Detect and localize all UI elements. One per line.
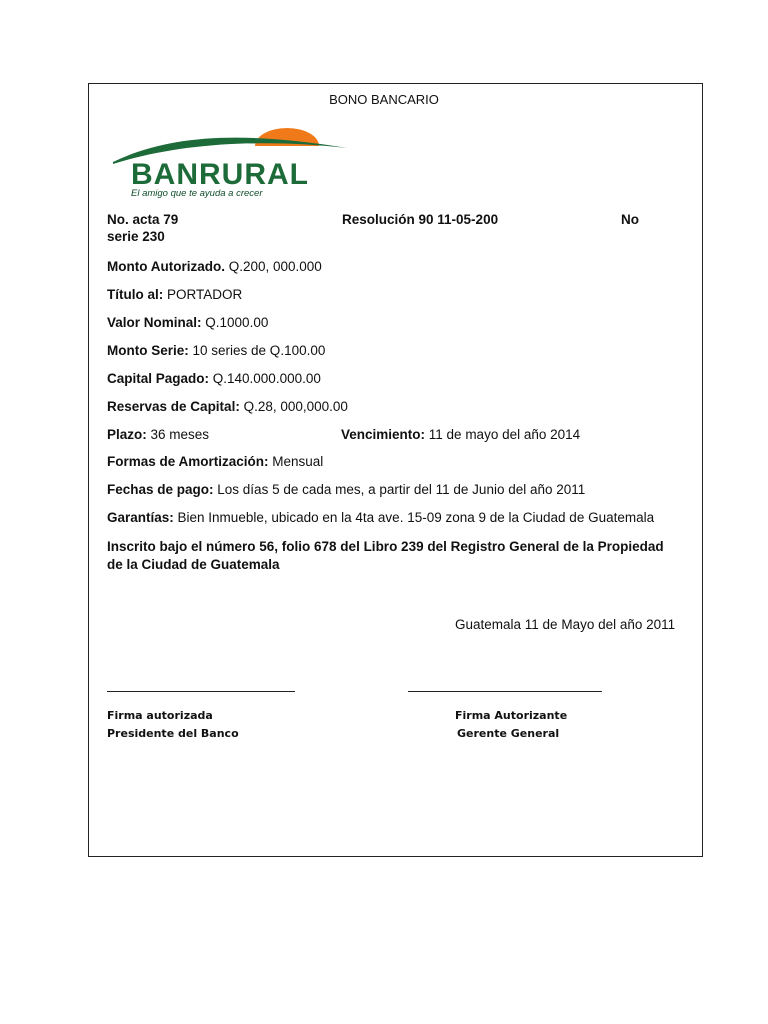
value-valor-nominal: Q.1000.00 — [201, 315, 269, 330]
value-capital-pagado: Q.140.000.000.00 — [209, 371, 321, 386]
banrural-logo-graphic — [107, 124, 351, 198]
label-fechas: Fechas de pago: — [107, 482, 214, 497]
row-plazo — [107, 427, 209, 442]
label-monto-autorizado: Monto Autorizado. — [107, 259, 225, 274]
inscrito-paragraph: Inscrito bajo el número 56, folio 678 del Libro 239 del Registro General de la Propiedad de la Ciudad de Guatemala — [107, 539, 664, 572]
value-titulo: PORTADOR — [163, 287, 243, 302]
no-label: No — [621, 212, 639, 227]
place-date: Guatemala 11 de Mayo del año 2011 — [455, 617, 676, 632]
row-vencimiento — [341, 427, 580, 442]
signature-left-role: Presidente del Banco — [107, 727, 239, 740]
value-garantias: Bien Inmueble, ubicado en la 4ta ave. 15-09 zona 9 de la Ciudad de Guatemala — [173, 510, 655, 525]
label-garantias: Garantías: — [107, 510, 174, 525]
label-reservas: Reservas de Capital: — [107, 399, 240, 414]
label-plazo: Plazo: — [107, 427, 147, 442]
signature-line-right — [408, 691, 602, 692]
bond-document — [88, 83, 703, 857]
label-vencimiento: Vencimiento: — [341, 427, 426, 442]
signature-right-role: Gerente General — [457, 727, 560, 740]
row-capital-pagado — [107, 371, 321, 386]
row-formas — [107, 454, 323, 469]
serie-number: serie 230 — [107, 229, 165, 244]
row-monto-autorizado — [107, 259, 322, 274]
value-monto-serie: 10 series de Q.100.00 — [188, 343, 326, 358]
brand-tagline: El amigo que te ayuda a crecer — [131, 188, 263, 198]
label-titulo: Título al: — [107, 287, 164, 302]
signature-left-title: Firma autorizada — [107, 709, 213, 722]
value-monto-autorizado: Q.200, 000.000 — [224, 259, 322, 274]
label-valor-nominal: Valor Nominal: — [107, 315, 202, 330]
row-fechas — [107, 482, 585, 497]
value-formas: Mensual — [268, 454, 324, 469]
signature-right-title: Firma Autorizante — [455, 709, 568, 722]
brand-wordmark: BANRURAL — [131, 158, 309, 191]
value-fechas: Los días 5 de cada mes, a partir del 11 de Junio del año 2011 — [213, 482, 586, 497]
label-capital-pagado: Capital Pagado: — [107, 371, 210, 386]
document-title: BONO BANCARIO — [329, 92, 439, 107]
row-reservas — [107, 399, 348, 414]
signature-line-left — [107, 691, 295, 692]
row-garantias — [107, 510, 654, 525]
label-formas: Formas de Amortización: — [107, 454, 269, 469]
row-valor-nominal — [107, 315, 268, 330]
acta-number: No. acta 79 — [107, 212, 179, 227]
row-titulo — [107, 287, 242, 302]
value-vencimiento: 11 de mayo del año 2014 — [425, 427, 581, 442]
value-reservas: Q.28, 000,000.00 — [239, 399, 348, 414]
label-monto-serie: Monto Serie: — [107, 343, 189, 358]
banrural-logo — [107, 124, 351, 198]
value-plazo: 36 meses — [146, 427, 210, 442]
row-monto-serie — [107, 343, 325, 358]
resolucion: Resolución 90 11-05-200 — [342, 212, 499, 227]
